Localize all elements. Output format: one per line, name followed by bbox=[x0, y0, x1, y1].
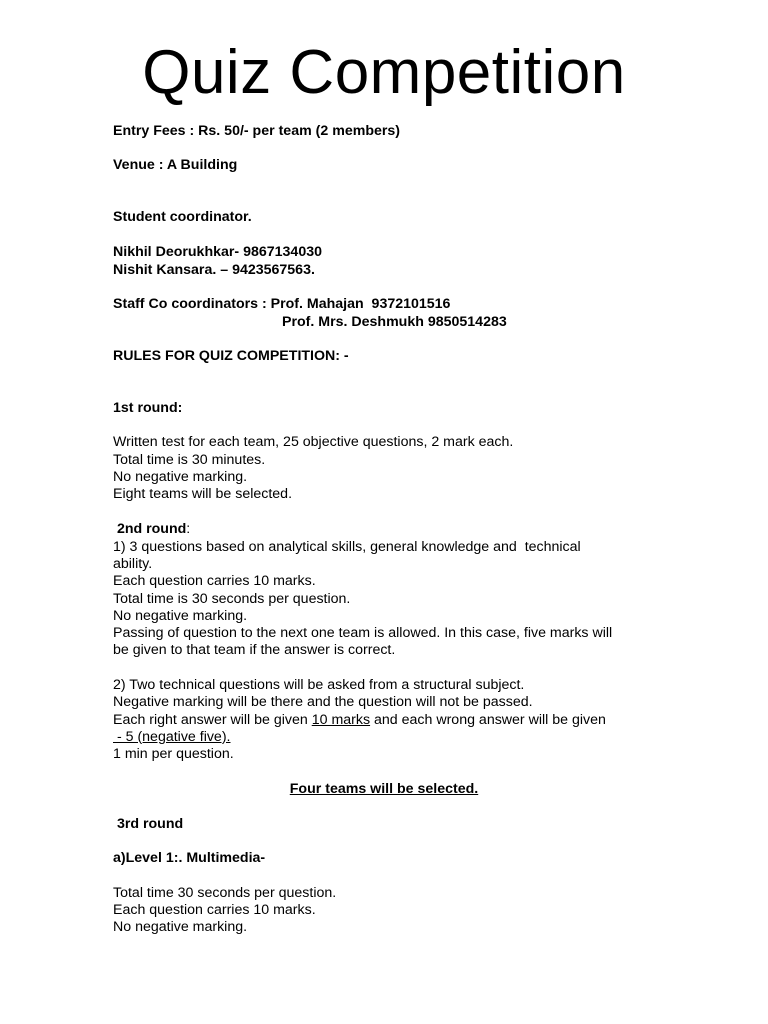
round1-line: Total time is 30 minutes. bbox=[113, 452, 266, 468]
round1-line: Written test for each team, 25 objective questions, 2 mark each. bbox=[113, 434, 514, 450]
staff-coordinators: Staff Co coordinators : Prof. Mahajan 9372101516 bbox=[113, 296, 451, 312]
venue: Venue : A Building bbox=[113, 157, 238, 173]
round1-heading: 1st round: bbox=[113, 400, 183, 416]
right-answer-prefix: Each right answer will be given bbox=[113, 712, 312, 728]
round2-part2-line: Negative marking will be there and the question will not be passed. bbox=[113, 694, 533, 710]
level1-heading: a)Level 1:. Multimedia- bbox=[113, 850, 266, 866]
round1-line: Eight teams will be selected. bbox=[113, 486, 293, 502]
rules-heading: RULES FOR QUIZ COMPETITION: - bbox=[113, 348, 349, 364]
student-coordinator-heading: Student coordinator. bbox=[113, 209, 252, 225]
round2-heading: 2nd round bbox=[113, 521, 187, 537]
round2-line: Total time is 30 seconds per question. bbox=[113, 591, 351, 607]
round2-heading-line bbox=[113, 521, 190, 538]
right-answer-marks: 10 marks bbox=[311, 712, 371, 728]
document-title: Quiz Competition bbox=[142, 38, 626, 107]
round3-line: Total time 30 seconds per question. bbox=[113, 885, 337, 901]
round2-heading-colon: : bbox=[186, 521, 191, 537]
student-coordinator-1: Nikhil Deorukhkar- 9867134030 bbox=[113, 244, 322, 260]
entry-fees: Entry Fees : Rs. 50/- per team (2 members) bbox=[113, 123, 401, 139]
negative-five: - 5 (negative five). bbox=[113, 729, 231, 745]
round2-line: No negative marking. bbox=[113, 608, 248, 624]
round1-line: No negative marking. bbox=[113, 469, 248, 485]
student-coordinator-2: Nishit Kansara. – 9423567563. bbox=[113, 262, 315, 278]
right-answer-line bbox=[113, 712, 606, 729]
teams-selected-note: Four teams will be selected. bbox=[289, 781, 479, 797]
round3-heading: 3rd round bbox=[113, 816, 184, 832]
round2-line: Each question carries 10 marks. bbox=[113, 573, 316, 589]
round2-line: be given to that team if the answer is correct. bbox=[113, 642, 396, 658]
staff-coordinator-2: Prof. Mrs. Deshmukh 9850514283 bbox=[282, 314, 507, 330]
right-answer-suffix: and each wrong answer will be given bbox=[370, 712, 606, 728]
round2-part2-line: 2) Two technical questions will be asked from a structural subject. bbox=[113, 677, 525, 693]
round2-line: ability. bbox=[113, 556, 153, 572]
min-per-question: 1 min per question. bbox=[113, 746, 234, 762]
round3-line: Each question carries 10 marks. bbox=[113, 902, 316, 918]
round2-line: Passing of question to the next one team is allowed. In this case, five marks will bbox=[113, 625, 613, 641]
round2-line: 1) 3 questions based on analytical skills, general knowledge and technical bbox=[113, 539, 581, 555]
round3-line: No negative marking. bbox=[113, 919, 248, 935]
